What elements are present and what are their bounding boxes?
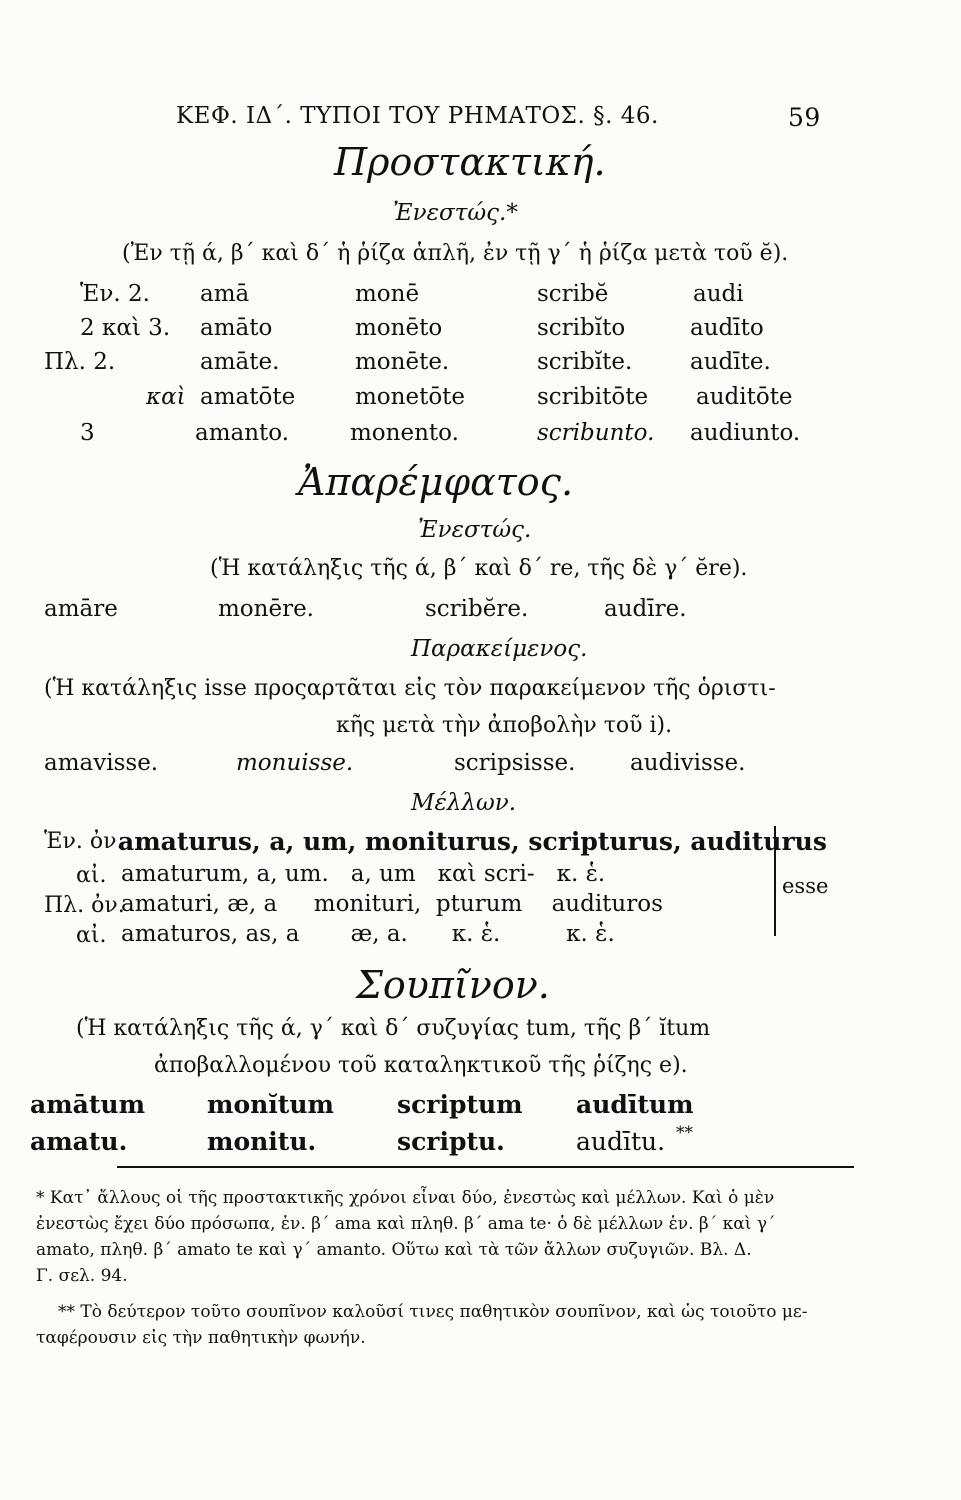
row-label: Πλ. ὀν.: [44, 893, 125, 918]
footnote-line: ταφέρουσιν εἰς τὴν παθητικὴν φωνήν.: [36, 1328, 366, 1348]
subtitle-present: Ἐνεστώς.: [418, 517, 532, 543]
form-cell: monē: [355, 281, 420, 307]
form-cell: scriptu.: [397, 1127, 505, 1156]
footnote-line: ἐνεστὼς ἔχει δύο πρόσωπα, ἑν. β΄ ama καὶ πληθ. β΄ ama te· ὁ δὲ μέλλων ἑν. β΄ καὶ γ΄: [36, 1214, 776, 1234]
imperative-note: (Ἐν τῇ ά, β΄ καὶ δ΄ ἡ ῥίζα ἁπλῆ, ἐν τῇ γ΄ ἡ ῥίζα μετὰ τοῦ ĕ).: [122, 241, 789, 266]
form-cell: scribitōte: [537, 384, 649, 410]
form-cell: scripsisse.: [454, 750, 576, 776]
future-row: amaturus, a, um, moniturus, scripturus, auditurus: [118, 827, 827, 856]
form-cell: monēre.: [218, 596, 314, 622]
aux-esse: esse: [782, 874, 829, 898]
form-cell: monetōte: [355, 384, 466, 410]
grouping-brace: [760, 826, 776, 936]
subtitle-perfect: Παρακείμενος.: [411, 636, 588, 662]
form-cell: monento.: [350, 420, 459, 446]
form-cell: audīto: [690, 315, 764, 341]
form-cell: amāte.: [200, 349, 280, 375]
form-cell: audīre.: [604, 596, 687, 622]
footnote-line: * Κατ᾽ ἄλλους οἱ τῆς προστακτικῆς χρόνοι εἶναι δύο, ἐνεστὼς καὶ μέλλων. Καὶ ὁ μὲν: [36, 1188, 775, 1208]
page-number: 59: [788, 103, 821, 132]
form-cell: amā: [200, 281, 250, 307]
running-title: ΚΕΦ. ΙΔ΄. ΤΥΠΟΙ ΤΟΥ ΡΗΜΑΤΟΣ. §. 46.: [176, 103, 659, 129]
subtitle-future: Μέλλων.: [411, 790, 517, 816]
form-cell: monēto: [355, 315, 443, 341]
future-row: amaturum, a, um. a, um καὶ scri- κ. ἑ.: [121, 861, 606, 887]
form-cell: audītu.: [576, 1127, 666, 1156]
infinitive-present-note: (Ἡ κατάληξις τῆς ά, β΄ καὶ δ΄ re, τῆς δὲ γ΄ ĕre).: [210, 556, 748, 581]
row-label: αἰ.: [76, 923, 107, 948]
supine-note-line1: (Ἡ κατάληξις τῆς ά, γ΄ καὶ δ΄ συζυγίας tum, τῆς β΄ ĭtum: [76, 1016, 711, 1041]
section-title-imperative: Προστακτική.: [334, 140, 606, 184]
form-cell: scribunto.: [537, 420, 655, 446]
perfect-note-line2: κῆς μετὰ τὴν ἀποβολὴν τοῦ i).: [336, 713, 673, 738]
form-cell: scribĕre.: [425, 596, 529, 622]
form-cell: scribĕ: [537, 281, 609, 307]
form-cell: monitu.: [207, 1127, 317, 1156]
section-title-infinitive: Ἀπαρέμφατος.: [298, 460, 574, 504]
form-cell: monĭtum: [207, 1090, 334, 1119]
form-cell: amāto: [200, 315, 273, 341]
row-label: 2 καὶ 3.: [80, 315, 171, 341]
form-cell: audiunto.: [690, 420, 801, 446]
row-label: Πλ. 2.: [44, 349, 116, 375]
form-cell: amatu.: [30, 1127, 128, 1156]
form-cell: amatōte: [200, 384, 296, 410]
form-cell: monēte.: [355, 349, 450, 375]
form-cell: scribĭto: [537, 315, 626, 341]
footnote-line: Γ. σελ. 94.: [36, 1266, 128, 1286]
footnote-rule: [117, 1166, 854, 1168]
form-cell: auditōte: [696, 384, 793, 410]
form-cell: audi: [693, 281, 744, 307]
perfect-note-line1: (Ἡ κατάληξις isse προςαρτᾶται εἰς τὸν παρακείμενον τῆς ὁριστι-: [44, 676, 776, 701]
form-cell: amātum: [30, 1090, 146, 1119]
row-label: καὶ: [146, 384, 186, 410]
supine-note-line2: ἀποβαλλομένου τοῦ καταληκτικοῦ τῆς ῥίζης e).: [154, 1053, 688, 1078]
form-cell: scriptum: [397, 1090, 523, 1119]
future-row: amaturos, as, a æ, a. κ. ἑ. κ. ἑ.: [121, 921, 615, 947]
subtitle-present: Ἐνεστώς.*: [393, 200, 518, 226]
row-label: Ἑν. ὀν.: [44, 829, 124, 854]
form-cell: audivisse.: [630, 750, 746, 776]
row-label: 3: [80, 420, 95, 446]
row-label: αἰ.: [76, 863, 107, 888]
row-label: Ἑν. 2.: [80, 281, 150, 307]
footnote-marker: **: [676, 1123, 693, 1143]
form-cell: monuisse.: [236, 750, 354, 776]
form-cell: amanto.: [195, 420, 290, 446]
section-title-supine: Σουπῖνον.: [356, 963, 550, 1007]
form-cell: audītum: [576, 1090, 694, 1119]
form-cell: scribĭte.: [537, 349, 633, 375]
future-row: amaturi, æ, a monituri, pturum audituros: [121, 891, 663, 917]
footnote-line: ** Τὸ δεύτερον τοῦτο σουπῖνον καλοῦσί τινες παθητικὸν σουπῖνον, καὶ ὡς τοιοῦτο με-: [58, 1302, 808, 1322]
form-cell: amāre: [44, 596, 118, 622]
footnote-line: amato, πληθ. β΄ amato te καὶ γ΄ amanto. Οὕτω καὶ τὰ τῶν ἄλλων συζυγιῶν. Βλ. Δ.: [36, 1240, 752, 1260]
form-cell: amavisse.: [44, 750, 159, 776]
form-cell: audīte.: [690, 349, 771, 375]
